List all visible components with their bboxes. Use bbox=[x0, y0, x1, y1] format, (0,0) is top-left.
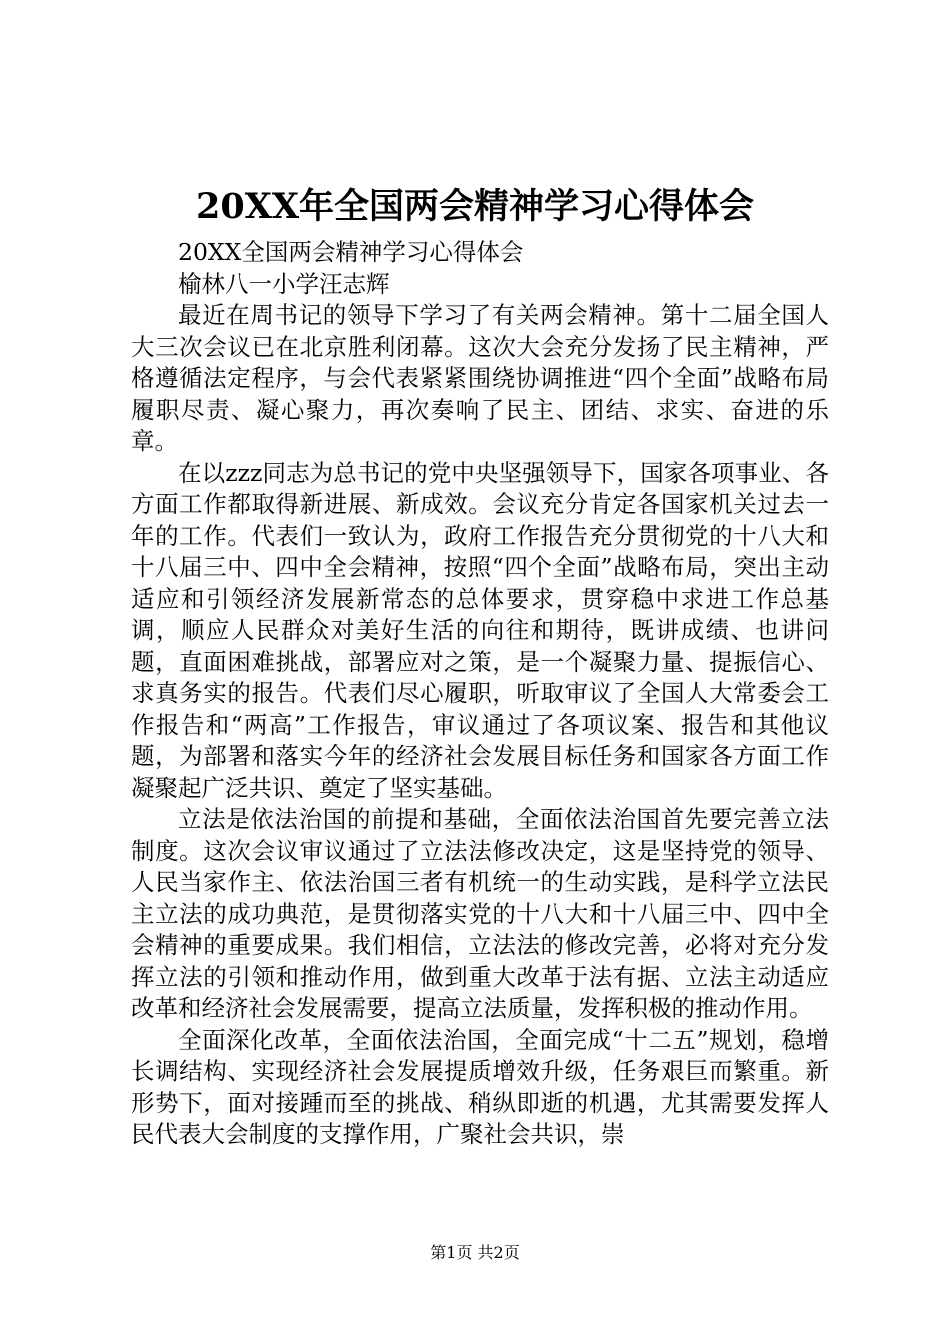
subtitle-line: 20XX全国两会精神学习心得体会 bbox=[178, 238, 524, 266]
document-title: 20XX年全国两会精神学习心得体会 bbox=[195, 186, 755, 227]
paragraph-1: 最近在周书记的领导下学习了有关两会精神。第十二届全国人大三次会议已在北京胜利闭幕。这次大会充分发扬了民主精神，严格遵循法定程序，与会代表紧紧围绕协调推进“四个全面”战略布局履职尽责、凝心聚力，再次奏响了民主、团结、求实、奋进的乐章。 bbox=[131, 301, 829, 455]
paragraph-2: 在以zzz同志为总书记的党中央坚强领导下，国家各项事业、各方面工作都取得新进展、新成效。会议充分肯定各国家机关过去一年的工作。代表们一致认为，政府工作报告充分贯彻党的十八大和十八届三中、四中全会精神，按照“四个全面”战略布局，突出主动适应和引领经济发展新常态的总体要求，贯穿稳中求进工作总基调，顺应人民群众对美好生活的向往和期待，既讲成绩、也讲问题，直面困难挑战，部署应对之策，是一个凝聚力量、提振信心、求真务实的报告。代表们尽心履职，听取审议了全国人大常委会工作报告和“两高”工作报告，审议通过了各项议案、报告和其他议题，为部署和落实今年的经济社会发展目标任务和国家各方面工作凝聚起广泛共识、奠定了坚实基础。 bbox=[131, 458, 829, 802]
paragraph-4: 全面深化改革，全面依法治国，全面完成“十二五”规划，稳增长调结构、实现经济社会发展提质增效升级，任务艰巨而繁重。新形势下，面对接踵而至的挑战、稍纵即逝的机遇，尤其需要发挥人民代表大会制度的支撑作用，广聚社会共识，崇 bbox=[131, 1025, 829, 1148]
document-body bbox=[131, 237, 829, 1151]
author-line: 榆林八一小学汪志辉 bbox=[178, 269, 390, 298]
paragraph-3: 立法是依法治国的前提和基础，全面依法治国首先要完善立法制度。这次会议审议通过了立法法修改决定，这是坚持党的领导、人民当家作主、依法治国三者有机统一的生动实践，是科学立法民主立法的成功典范，是贯彻落实党的十八大和十八届三中、四中全会精神的重要成果。我们相信，立法法的修改完善，必将对充分发挥立法的引领和推动作用，做到重大改革于法有据、立法主动适应改革和经济社会发展需要，提高立法质量，发挥积极的推动作用。 bbox=[131, 805, 829, 1022]
page-footer: 第1页 共2页 bbox=[430, 1243, 520, 1262]
